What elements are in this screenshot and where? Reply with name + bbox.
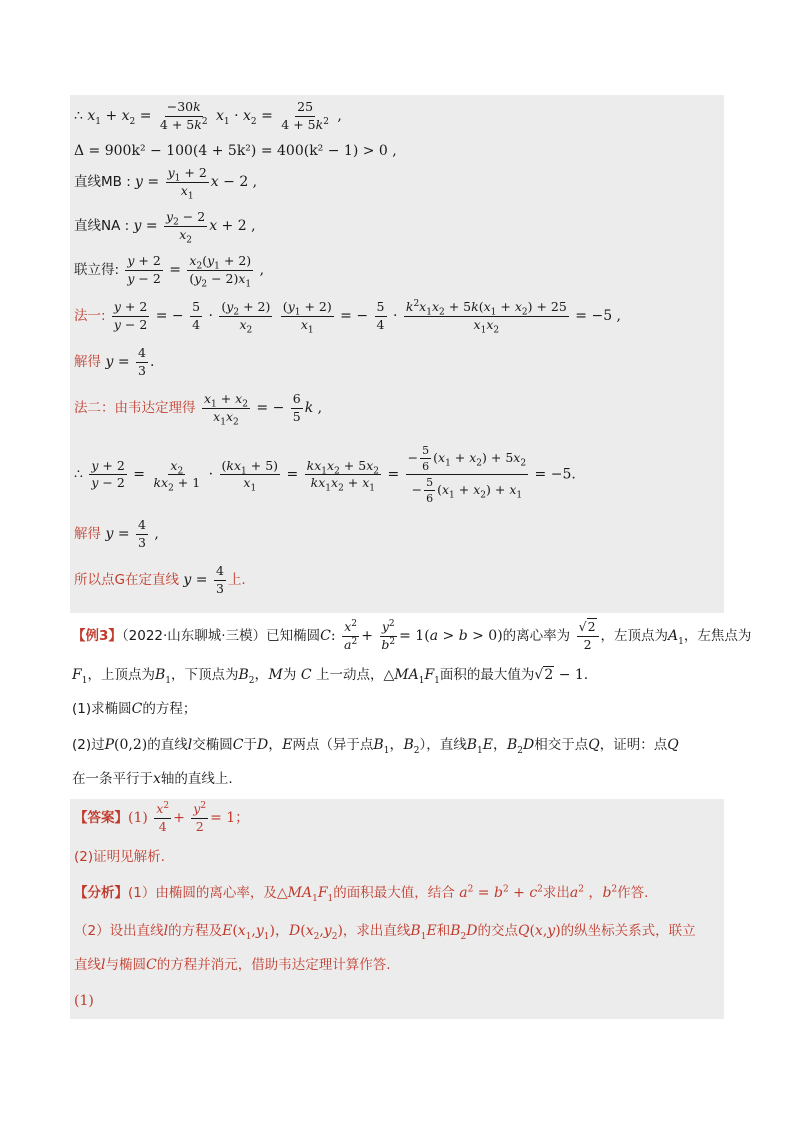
line-mb: 直线MB : y = $\frac{y_1 + 2}{x_1}$ x − 2 , bbox=[74, 165, 258, 201]
vieta-line: ∴ $x_1 + x_2$ = $\frac{-30k}{4 + 5k^2}$ $x_1 \cdot x_2$ = $\frac{25}{4 + 5k^2}$ , bbox=[74, 99, 342, 132]
analysis-line-4: (1) bbox=[74, 993, 94, 1009]
example-line-1: 【例3】（2022·山东聊城·三模）已知椭圆C: $\frac{x^2}{a^2}$ + $\frac{y^2}{b^2}$ = 1(a > b > 0)的离心率为 $\frac{√2}{2}$ ，左顶点为$A_1$，左焦点为 bbox=[72, 618, 752, 652]
answer-block bbox=[70, 799, 724, 1019]
question-1: (1)求椭圆C的方程； bbox=[72, 701, 197, 717]
solve-line-2: 解得 y = $\frac{4}{3}$ , bbox=[74, 517, 159, 550]
analysis-line-2: （2）设出直线l的方程及$E(x_1,y_1)$，$D(x_2,y_2)$，求出直线$B_1E$和$B_2D$的交点Q(x,y)的纵坐标关系式，联立 bbox=[74, 923, 696, 942]
solution-block bbox=[70, 95, 724, 613]
example-3 bbox=[70, 618, 752, 789]
analysis-line-1: 【分析】(1）由椭圆的离心率，及$\triangle MA_1F_1$的面积最大值，结合 $a^2 = b^2 + c^2$求出$a^2$ ，$b^2$作答. bbox=[74, 884, 649, 904]
question-2-cont: 在一条平行于x轴的直线上. bbox=[72, 771, 233, 787]
line-na: 直线NA : y = $\frac{y_2 - 2}{x_2}$ x + 2 , bbox=[74, 209, 256, 245]
method-two-line: 法二：由韦达定理得 $\frac{x_1 + x_2}{x_1x_2}$ = − $\frac{6}{5}$ k , bbox=[74, 391, 323, 427]
document-page bbox=[70, 95, 752, 1019]
analysis-line-3: 直线l与椭圆C的方程并消元，借助韦达定理计算作答. bbox=[74, 957, 391, 973]
method-two-derivation: ∴ $\frac{y + 2}{y - 2}$ = $\frac{x_2}{kx_2 + 1}$ · $\frac{(kx_1 + 5)}{x_1}$ = $\frac{kx_1x_2 + 5x_2}{kx_1x_2 + x_1}$ = − $\frac{5}{6}$ $(x_1 + x_2) + 5x_2$ − $\frac{5}{6}$ $(x_1 + x_2) + x_1$ = −5. bbox=[74, 444, 576, 505]
lianli-line: 联立得: $\frac{y + 2}{y - 2}$ = $\frac{x_2(y_1 + 2)}{(y_2 - 2)x_1}$ , bbox=[74, 253, 265, 289]
discriminant-line: Δ = 900k² − 100(4 + 5k²) = 400(k² − 1) > 0 , bbox=[74, 143, 397, 159]
answer-line-2: (2)证明见解析. bbox=[74, 849, 165, 865]
conclusion-line: 所以点G在定直线 y = $\frac{4}{3}$ 上. bbox=[74, 563, 246, 596]
answer-line-1: 【答案】(1) $\frac{x^2}{4}$ + $\frac{y^2}{2}$ = 1； bbox=[74, 800, 250, 834]
question-2: (2)过P(0,2)的直线l交椭圆C于D，E两点（异于点$B_1$，$B_2$），直线$B_1E$，$B_2D$相交于点Q，证明：点Q bbox=[72, 737, 679, 756]
example-line-2: $F_1$，上顶点为$B_1$，下顶点为$B_2$，M为 C 上一动点，$\triangle MA_1F_1$面积的最大值为√2 − 1. bbox=[72, 667, 589, 686]
method-one-line: 法一: $\frac{y + 2}{y - 2}$ = − $\frac{5}{4}$ · $\frac{(y_2 + 2)}{x_2}$ $\frac{(y_1 + 2)}{x_1}$ = − $\frac{5}{4}$ · $\frac{k^2x_1x_2 + 5k(x_1 + x_2) + 25}{x_1x_2}$ = −5 , bbox=[74, 298, 621, 335]
solve-line-1: 解得 y = $\frac{4}{3}$ . bbox=[74, 345, 155, 378]
